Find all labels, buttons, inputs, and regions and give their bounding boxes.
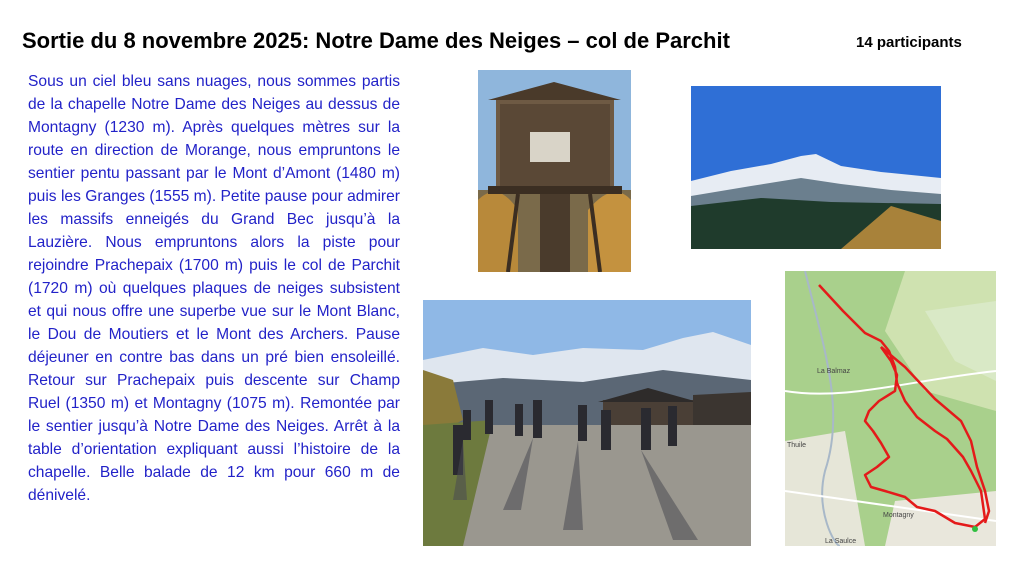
participants-count: 14 participants xyxy=(856,34,962,51)
outing-description: Sous un ciel bleu sans nuages, nous sommes partis de la chapelle Notre Dame des Neiges au dessus de Montagny (1230 m). Après quelques mètres sur la route en direction de Morange, nous empruntons le sentier pentu passant par le Mont d’Amont (1480 m) puis les Granges (1555 m). Petite pause pour admirer les massifs enneigés du Grand Bec jusqu’à la Lauzière. Nous empruntons alors la piste pour rejoindre Prachepaix (1700 m) puis le col de Parchit (1720 m) où quelques plaques de neiges subsistent et qui nous offre une superbe vue sur le Mont Blanc, le Dou de Moutiers et le Mont des Archers. Pause déjeuner en contre bas dans un pré bien ensoleillé. Retour sur Prachepaix puis descente sur Champ Ruel (1350 m) et Montagny (1075 m). Remontée par le sentier jusqu’à Notre Dame des Neiges. Arrêt à la table d’orientation expliquant aussi l’histoire de la chapelle. Belle balade de 12 km pour 660 m de dénivelé. xyxy=(28,73,400,504)
mountain-panorama-photo xyxy=(691,86,941,249)
route-map xyxy=(785,271,996,546)
map-label-montagny: Montagny xyxy=(883,512,914,519)
map-label-la-balmaz: La Balmaz xyxy=(817,368,851,375)
map-label-la-saulce: La Saulce xyxy=(825,538,857,545)
slide-title: Sortie du 8 novembre 2025: Notre Dame des Neiges – col de Parchit xyxy=(22,28,730,53)
hikers-group-photo xyxy=(423,300,751,546)
map-label-thuile: Thuile xyxy=(787,442,807,449)
treehouse-photo xyxy=(478,70,631,272)
